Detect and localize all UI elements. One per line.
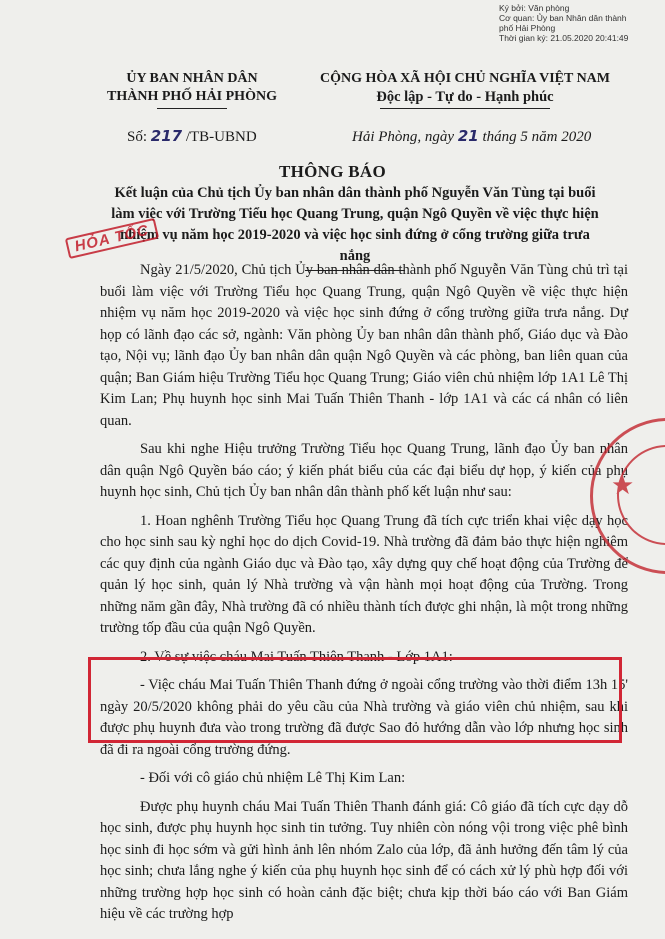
paragraph-point-2-heading: 2. Về sự việc cháu Mai Tuấn Thiên Thanh - Lớp 1A1: (140, 648, 453, 665)
signature-signer: Ký bởi: Văn phòng (499, 3, 570, 13)
urgent-stamp: HỎA TỐC (65, 218, 159, 259)
national-header (300, 70, 630, 109)
document-number (127, 127, 257, 146)
place-date-day-handwritten: 21 (457, 127, 479, 145)
digital-signature-block (499, 3, 657, 43)
issuer-line1: ỦY BAN NHÂN DÂN (126, 71, 258, 86)
paragraph-point-1: 1. Hoan nghênh Trường Tiểu học Quang Trung đã tích cực triển khai việc dạy học cho học sinh sau kỳ nghỉ học do dịch Covid-19. Nhà trường đã đảm bảo thực hiện nghiêm các quy định của ngành Giáo dục và Đào tạo, xây dựng quy chế hoạt động của Trường để quản lý học sinh, quản lý Nhà trường và vận hành mọi hoạt động của Trường. Trong những năm gần đây, Nhà trường đã có nhiều thành tích được ghi nhận, là một trong những trường tốp đầu của quận Ngô Quyền. (100, 512, 628, 636)
signature-agency-line2: phố Hải Phòng (499, 23, 556, 33)
paragraph-conclusion-lead: Sau khi nghe Hiệu trưởng Trường Tiểu học Quang Trung, lãnh đạo Ủy ban nhân dân quận Ngô Quyền báo cáo; ý kiến phát biểu của các đại biểu dự họp, ý kiến của phụ huynh học sinh, Chủ tịch Ủy ban nhân dân thành phố kết luận như sau: (100, 441, 628, 500)
paragraph-teacher-heading: - Đối với cô giáo chủ nhiệm Lê Thị Kim Lan: (140, 770, 406, 786)
document-subject (110, 183, 600, 271)
doc-number-prefix: Số: (127, 129, 151, 145)
doc-number-handwritten: 217 (150, 127, 183, 145)
document-body (100, 260, 628, 926)
place-date-before: Hải Phòng, ngày (352, 129, 458, 145)
issuer-header (104, 70, 280, 109)
star-icon: ★ (611, 471, 635, 501)
issuer-underline (157, 108, 227, 109)
nation-line1: CỘNG HÒA XÃ HỘI CHỦ NGHĨA VIỆT NAM (319, 71, 610, 86)
highlight-box (88, 657, 622, 743)
paragraph-intro: Ngày 21/5/2020, Chủ tịch Ủy ban nhân dân thành phố Nguyễn Văn Tùng chủ trì tại buổi làm việc với Trường Tiểu học Quang Trung, quận Ngô Quyền về việc thực hiện nhiệm vụ năm học 2019-2020 và việc học sinh đứng ở cổng trường giữa trưa nắng. Dự họp có lãnh đạo các sở, ngành: Văn phòng Ủy ban nhân dân thành phố, Giáo dục và Đào tạo, Nội vụ; lãnh đạo Ủy ban nhân dân quận Ngô Quyền và các phòng, ban liên quan của quận; Ban Giám hiệu Trường Tiểu học Quang Trung; Giáo viên chủ nhiệm lớp 1A1 Lê Thị Kim Lan; Phụ huynh học sinh Mai Tuấn Thiên Thanh - lớp 1A1 và các cá nhân có liên quan. (100, 262, 628, 429)
paragraph-teacher-assessment: Được phụ huynh cháu Mai Tuấn Thiên Thanh đánh giá: Cô giáo đã tích cực dạy dỗ học sinh, được phụ huynh học sinh tin tưởng. Tuy nhiên còn nóng vội trong việc phê bình học sinh đi học sớm và gửi hình ảnh lên nhóm Zalo của lớp, đã ảnh hưởng đến tâm lý của học sinh; chưa lắng nghe ý kiến của phụ huynh học sinh để có cách xử lý phù hợp đối với những trường hợp học sinh có hoàn cảnh đặc biệt; chưa kịp thời báo cáo với Ban Giám hiệu về các trường hợp (100, 798, 628, 922)
paragraph-highlighted: - Việc cháu Mai Tuấn Thiên Thanh đứng ở ngoài cổng trường vào thời điểm 13h 15' ngày 20/5/2020 không phải do yêu cầu của Nhà trường và giáo viên chủ nhiệm, sau khi được phụ huynh đưa vào trong trường đã được Sao đỏ hướng dẫn vào lớp nhưng học sinh đã đi ra ngoài cổng trường đứng. (100, 677, 628, 758)
subject-text: Kết luận của Chủ tịch Ủy ban nhân dân thành phố Nguyễn Văn Tùng tại buổi làm việc với Trường Tiểu học Quang Trung, quận Ngô Quyền về việc thực hiện nhiệm vụ năm học 2019-2020 và việc học sinh đứng ở cổng trường giữa trưa nắng (111, 185, 599, 264)
nation-motto: Độc lập - Tự do - Hạnh phúc (376, 89, 554, 105)
signature-time: Thời gian ký: 21.05.2020 20:41:49 (499, 33, 629, 43)
place-and-date (352, 127, 591, 146)
place-date-after: tháng 5 năm 2020 (478, 129, 592, 145)
signature-agency-line1: Cơ quan: Ủy ban Nhân dân thành (499, 13, 627, 23)
motto-underline (380, 108, 550, 109)
document-title: THÔNG BÁO (278, 162, 387, 181)
issuer-line2: THÀNH PHỐ HẢI PHÒNG (107, 89, 277, 104)
doc-number-suffix: /TB-UBND (182, 129, 257, 145)
